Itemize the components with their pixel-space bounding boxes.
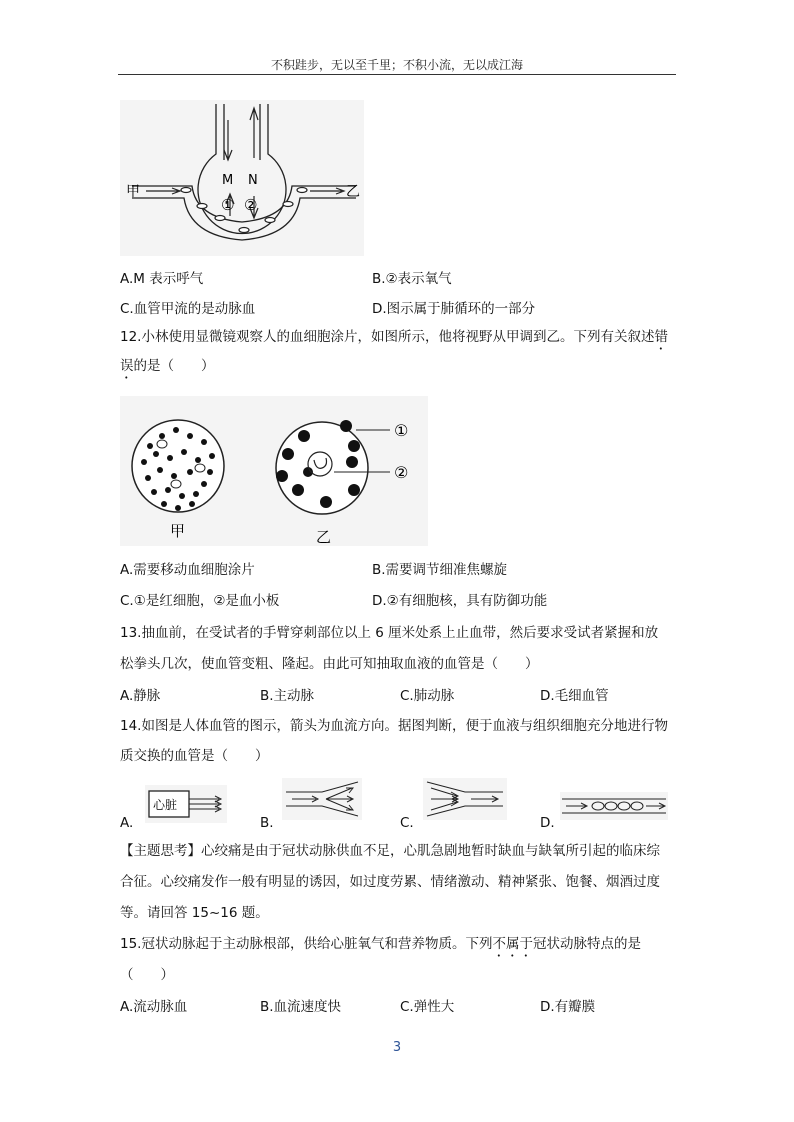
- field-jia-label: 甲: [170, 522, 186, 540]
- q12-option-b: B.需要调节细准焦螺旋: [372, 562, 508, 578]
- q14-option-d: D.: [540, 815, 555, 831]
- q15-option-b: B.血流速度快: [260, 999, 342, 1015]
- q14-option-a: A.: [120, 815, 134, 831]
- capillary-vessel-icon: [560, 792, 668, 820]
- q13-option-c: C.肺动脉: [400, 688, 455, 704]
- q13-line2: 松拳头几次，使血管变粗、隆起。由此可知抽取血液的血管是（ ）: [120, 656, 539, 672]
- alveolus-figure: [120, 100, 364, 256]
- q15-line1: 15.冠状动脉起于主动脉根部，供给心脏氧气和营养物质。下列不属于冠状动脉特点的是: [120, 936, 641, 952]
- q12-line2: 误的是（ ）: [120, 358, 215, 374]
- merging-vessel-icon: [423, 778, 507, 820]
- q12-option-d: D.②有细胞核，具有防御功能: [372, 593, 548, 609]
- topic-line1: 【主题思考】心绞痛是由于冠状动脉供血不足，心肌急剧地暂时缺血与缺氧所引起的临床综: [120, 843, 660, 859]
- q14-line2: 质交换的血管是（ ）: [120, 748, 269, 764]
- page-header: 不积跬步，无以至千里；不积小流，无以成江海: [270, 58, 523, 72]
- topic-line3: 等。请回答 15~16 题。: [120, 905, 269, 921]
- heart-label: 心脏: [153, 798, 178, 812]
- q14-option-b: B.: [260, 815, 274, 831]
- q12-line1: 12.小林使用显微镜观察人的血细胞涂片，如图所示，他将视野从甲调到乙。下列有关叙述错: [120, 329, 668, 345]
- q11-option-a: A.M 表示呼气: [120, 271, 204, 287]
- q14-line1: 14.如图是人体血管的图示，箭头为血流方向。据图判断，便于血液与组织细胞充分地进行物: [120, 718, 668, 734]
- q15-line2: （ ）: [120, 967, 174, 983]
- q13-option-d: D.毛细血管: [540, 688, 609, 704]
- q15-option-d: D.有瓣膜: [540, 999, 596, 1015]
- q15-option-c: C.弹性大: [400, 999, 455, 1015]
- q13-option-b: B.主动脉: [260, 688, 315, 704]
- q11-option-c: C.血管甲流的是动脉血: [120, 301, 256, 317]
- header-rule: [118, 74, 676, 75]
- heart-vessel-icon: [145, 785, 227, 823]
- label-circle-1: ①: [221, 196, 235, 214]
- q14-option-c: C.: [400, 815, 414, 831]
- q11-option-b: B.②表示氧气: [372, 271, 452, 287]
- microscope-figure: [120, 396, 428, 546]
- label-n: N: [248, 173, 258, 188]
- topic-line2: 合征。心绞痛发作一般有明显的诱因，如过度劳累、情绪激动、精神紧张、饱餐、烟酒过度: [120, 874, 660, 890]
- label-circle-2: ②: [244, 196, 258, 214]
- q12-option-a: A.需要移动血细胞涂片: [120, 562, 255, 578]
- q13-option-a: A.静脉: [120, 688, 161, 704]
- field-label-1: ①: [394, 421, 409, 440]
- q12-option-c: C.①是红细胞，②是血小板: [120, 593, 280, 609]
- q11-option-d: D.图示属于肺循环的一部分: [372, 301, 536, 317]
- q15-option-a: A.流动脉血: [120, 999, 188, 1015]
- label-m: M: [222, 173, 234, 188]
- page-number: 3: [392, 1040, 402, 1055]
- vessel-yi-label: 乙: [346, 184, 360, 200]
- field-label-2: ②: [394, 463, 409, 482]
- q13-line1: 13.抽血前，在受试者的手臂穿刺部位以上 6 厘米处系上止血带，然后要求受试者紧握和放: [120, 625, 659, 641]
- field-yi-label: 乙: [316, 528, 332, 546]
- vessel-jia-label: 甲: [126, 184, 140, 200]
- branching-vessel-icon: [282, 778, 362, 820]
